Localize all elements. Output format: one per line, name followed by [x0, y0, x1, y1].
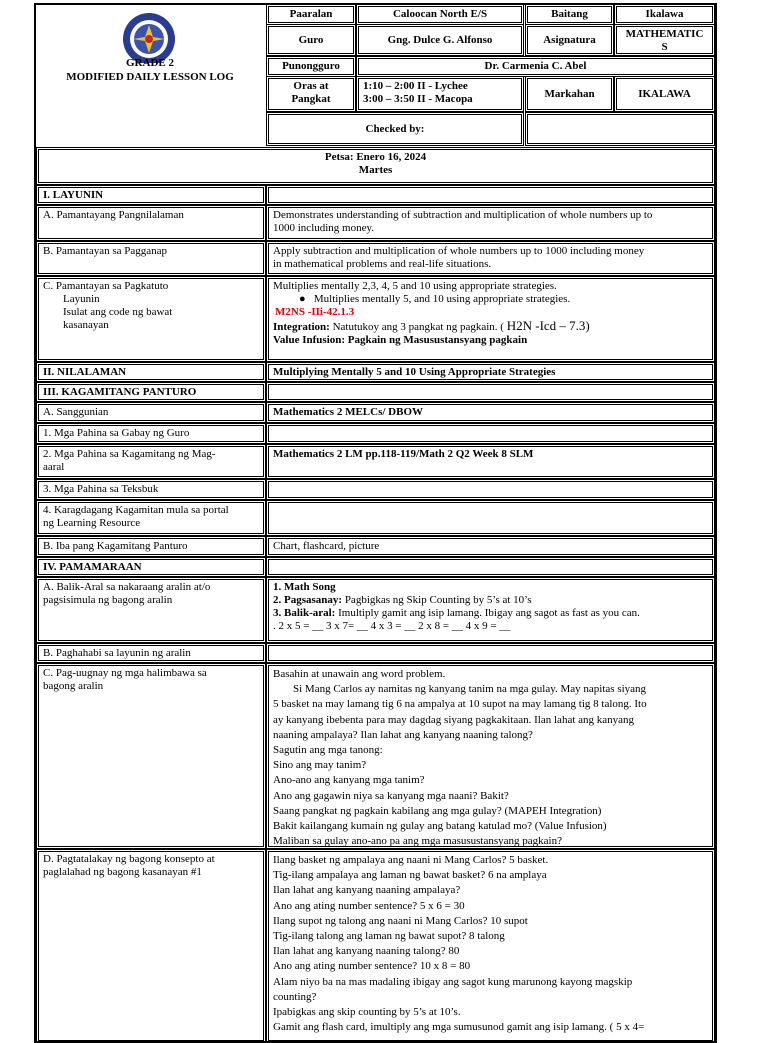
- balik-line3-label: 3. Balik-aral:: [273, 607, 336, 619]
- c-line: Maliban sa gulay ano-ano pa ang mga masusustansyang pagkain?: [273, 835, 562, 848]
- kagamitan-mag-label: [38, 446, 264, 477]
- c-line: Bakit kailangang kumain ng gulay ang batang katulad mo? (Value Infusion): [273, 820, 607, 833]
- section-pamamaraan: IV. PAMAMARAAN: [38, 559, 264, 575]
- c-label-line1: C. Pamantayan sa Pagkatuto: [43, 280, 169, 292]
- d-line: Ilang supot ng talong ang naani ni Mang Carlos? 10 supot: [273, 914, 528, 927]
- paaralan-value: Caloocan North E/S: [358, 6, 522, 23]
- section-nilalaman: II. NILALAMAN: [38, 364, 264, 380]
- c-label: [38, 278, 264, 360]
- gabay-blank: [268, 425, 713, 442]
- sanggunian-label: A. Sanggunian: [38, 404, 264, 421]
- oras-value-line1: 1:10 – 2:00 II - Lychee: [363, 80, 468, 92]
- baitang-label: Baitang: [527, 6, 612, 23]
- header-left: [36, 5, 264, 143]
- balik-line2: [273, 594, 708, 607]
- d-line: Ano ang ating number sentence? 10 x 8 = 80: [273, 960, 471, 973]
- guro-label: Guro: [268, 26, 354, 54]
- c-integration-code: H2N -Icd – 7.3): [506, 318, 590, 333]
- karagdagang-label: [38, 502, 264, 534]
- checked-by-signature: [527, 114, 713, 144]
- pagtalakay-line1: D. Pagtatalakay ng bagong konsepto at: [43, 853, 215, 865]
- oras-value: [358, 78, 522, 110]
- c-value: [268, 278, 713, 360]
- petsa: Petsa: Enero 16, 2024: [324, 151, 427, 163]
- d-line: Ilang basket ng ampalaya ang naani ni Mang Carlos? 5 basket.: [273, 854, 549, 866]
- asignatura-value-line2: S: [661, 41, 668, 53]
- balik-line4: . 2 x 5 = __ 3 x 7= __ 4 x 3 = __ 2 x 8 = __ 4 x 9 = __: [273, 620, 511, 632]
- b-label: B. Pamantayan sa Pagganap: [38, 243, 264, 274]
- c-line: Ano-ano ang kanyang mga tanim?: [273, 774, 425, 787]
- karagdagang-blank: [268, 502, 713, 534]
- section-kagamitan: III. KAGAMITANG PANTURO: [38, 384, 264, 400]
- layunin-blank: [268, 187, 713, 203]
- teksbuk-label: 3. Mga Pahina sa Teksbuk: [38, 481, 264, 498]
- section-layunin: I. LAYUNIN: [38, 187, 264, 203]
- d-line: Gamit ang flash card, imultiply ang mga sumusunod gamit ang isip lamang. ( 5 x 4=: [273, 1021, 645, 1034]
- kagamitan-mag-line1: 2. Mga Pahina sa Kagamitang ng Mag-: [43, 448, 216, 460]
- oras-label-line2: Pangkat: [291, 93, 331, 105]
- gabay-label: 1. Mga Pahina sa Gabay ng Guro: [38, 425, 264, 442]
- balik-label-line1: A. Balik-Aral sa nakaraang aralin at/o: [43, 581, 211, 593]
- c-integration-label: Integration:: [273, 321, 330, 333]
- asignatura-value-line1: MATHEMATIC: [625, 28, 704, 40]
- balik-label: [38, 579, 264, 641]
- b-value: [268, 243, 713, 274]
- a-value: [268, 207, 713, 239]
- c-label-line2: Layunin: [63, 293, 100, 305]
- oras-label: [268, 78, 354, 110]
- asignatura-value: [616, 26, 713, 54]
- d-line: Ilan lahat ang kanyang naaning ampalaya?: [273, 884, 461, 897]
- pag-uugnay-line1: C. Pag-uugnay ng mga halimbawa sa: [43, 667, 207, 679]
- sanggunian-value: Mathematics 2 MELCs/ DBOW: [268, 404, 713, 421]
- punongguro-value: Dr. Carmenia C. Abel: [358, 58, 713, 75]
- pagtalakay-label: [38, 851, 264, 1041]
- paaralan-label: Paaralan: [268, 6, 354, 23]
- karagdagang-line2: ng Learning Resource: [43, 517, 141, 529]
- markahan-value: IKALAWA: [616, 78, 713, 110]
- a-value-line2: 1000 including money.: [273, 222, 375, 234]
- log-title: MODIFIED DAILY LESSON LOG: [66, 71, 234, 83]
- c-value-bullet: ● Multiplies mentally 5, and 10 using appropriate strategies.: [299, 293, 571, 305]
- d-line: Ano ang ating number sentence? 5 x 6 = 30: [273, 899, 465, 912]
- c-label-line3: Isulat ang code ng bawat: [63, 306, 173, 318]
- paghahabi-blank: [268, 645, 713, 661]
- c-line: 5 basket na may lamang tig 6 na ampalya at 10 supot na may lamang tig 8 talong. Ito: [273, 698, 647, 711]
- d-line: Ilan lahat ang kanyang naaning talong? 80: [273, 945, 460, 958]
- markahan-label: Markahan: [527, 78, 612, 110]
- kagamitan-mag-line2: aaral: [43, 461, 65, 473]
- c-line: Si Mang Carlos ay namitas ng kanyang tanim na mga gulay. May napitas siyang: [293, 683, 647, 696]
- c-value-line1: Multiplies mentally 2,3, 4, 5 and 10 using appropriate strategies.: [273, 280, 557, 292]
- guro-value: Gng. Dulce G. Alfonso: [358, 26, 522, 54]
- oras-value-line2: 3:00 – 3:50 II - Macopa: [363, 93, 473, 105]
- deped-seal-icon: [113, 11, 185, 63]
- pagtalakay-line2: paglalahad ng bagong kasanayan #1: [43, 866, 202, 878]
- balik-line2-label: 2. Pagsasanay:: [273, 594, 343, 606]
- balik-label-line2: pagsisimula ng bagong aralin: [43, 594, 173, 606]
- b-value-line2: in mathematical problems and real-life situations.: [273, 258, 492, 270]
- oras-label-line1: Oras at: [293, 80, 329, 92]
- c-line: Basahin at unawain ang word problem.: [273, 668, 446, 680]
- c-line: Saang pangkat ng pagkain kabilang ang mga gulay? (MAPEH Integration): [273, 804, 602, 817]
- balik-line3: [273, 607, 708, 620]
- balik-value: [268, 579, 713, 641]
- pag-uugnay-label: [38, 665, 264, 847]
- pag-uugnay-line2: bagong aralin: [43, 680, 104, 692]
- c-value-line2: Multiplies mentally 5, and 10 using appropriate strategies.: [313, 293, 571, 305]
- karagdagang-line1: 4. Karagdagang Kagamitan mula sa portal: [43, 504, 229, 516]
- balik-line2-text: Pagbigkas ng Skip Counting by 5’s at 10’s: [342, 594, 532, 606]
- pamamaraan-blank: [268, 559, 713, 575]
- c-label-line4: kasanayan: [63, 319, 109, 331]
- teksbuk-blank: [268, 481, 713, 498]
- c-code: M2NS -IIi-42.1.3: [275, 306, 355, 318]
- d-line: Ipabigkas ang skip counting by 5’s at 10’s.: [273, 1006, 461, 1019]
- c-line: Ano ang gagawin niya sa kanyang mga naani? Bakit?: [273, 789, 509, 802]
- c-integration: [273, 319, 708, 334]
- day: Martes: [358, 164, 393, 176]
- kagamitan-mag-value: Mathematics 2 LM pp.118-119/Math 2 Q2 Week 8 SLM: [268, 446, 713, 477]
- pagtalakay-value: [268, 851, 713, 1041]
- balik-line1: 1. Math Song: [273, 581, 336, 593]
- pag-uugnay-value: [268, 665, 713, 847]
- kagamitan-blank: [268, 384, 713, 400]
- iba-pang-label: B. Iba pang Kagamitang Panturo: [38, 538, 264, 555]
- punongguro-label: Punongguro: [268, 58, 354, 75]
- c-value-infusion: Value Infusion: Pagkain ng Masusustansyang pagkain: [273, 334, 528, 346]
- c-line: naaning ampalaya? Ilan lahat ang kanyang naaning talong?: [273, 728, 533, 741]
- c-line: ay kanyang ibebenta para may dagdag siyang pagkakitaan. Ilan lahat ang kanyang: [273, 713, 635, 726]
- c-line: Sino ang may tanim?: [273, 759, 367, 772]
- d-line: Tig-ilang talong ang laman ng bawat supot? 8 talong: [273, 930, 505, 943]
- d-line: Tig-ilang ampalaya ang laman ng bawat basket? 6 na amplaya: [273, 869, 547, 882]
- a-label: A. Pamantayang Pangnilalaman: [38, 207, 264, 239]
- date-row: [38, 149, 713, 183]
- asignatura-label: Asignatura: [527, 26, 612, 54]
- b-value-line1: Apply subtraction and multiplication of whole numbers up to 1000 including money: [273, 245, 645, 257]
- baitang-value: Ikalawa: [616, 6, 713, 23]
- a-value-line1: Demonstrates understanding of subtraction and multiplication of whole numbers up to: [273, 209, 653, 221]
- d-line: Alam niyo ba na mas madaling ibigay ang sagot kung marunong kayong magskip: [273, 975, 633, 988]
- grade-label: GRADE 2: [126, 57, 174, 69]
- c-line: Sagutin ang mga tanong:: [273, 744, 383, 757]
- nilalaman-value: Multiplying Mentally 5 and 10 Using Appropriate Strategies: [268, 364, 713, 380]
- checked-by-label: Checked by:: [268, 114, 522, 144]
- c-integration-text: Natutukoy ang 3 pangkat ng pagkain. (: [329, 321, 507, 333]
- balik-line3-text: Imultiply gamit ang isip lamang. Ibigay ang sagot as fast as you can.: [335, 607, 640, 619]
- d-line: counting?: [273, 990, 317, 1003]
- iba-pang-value: Chart, flashcard, picture: [268, 538, 713, 555]
- paghahabi-label: B. Paghahabi sa layunin ng aralin: [38, 645, 264, 661]
